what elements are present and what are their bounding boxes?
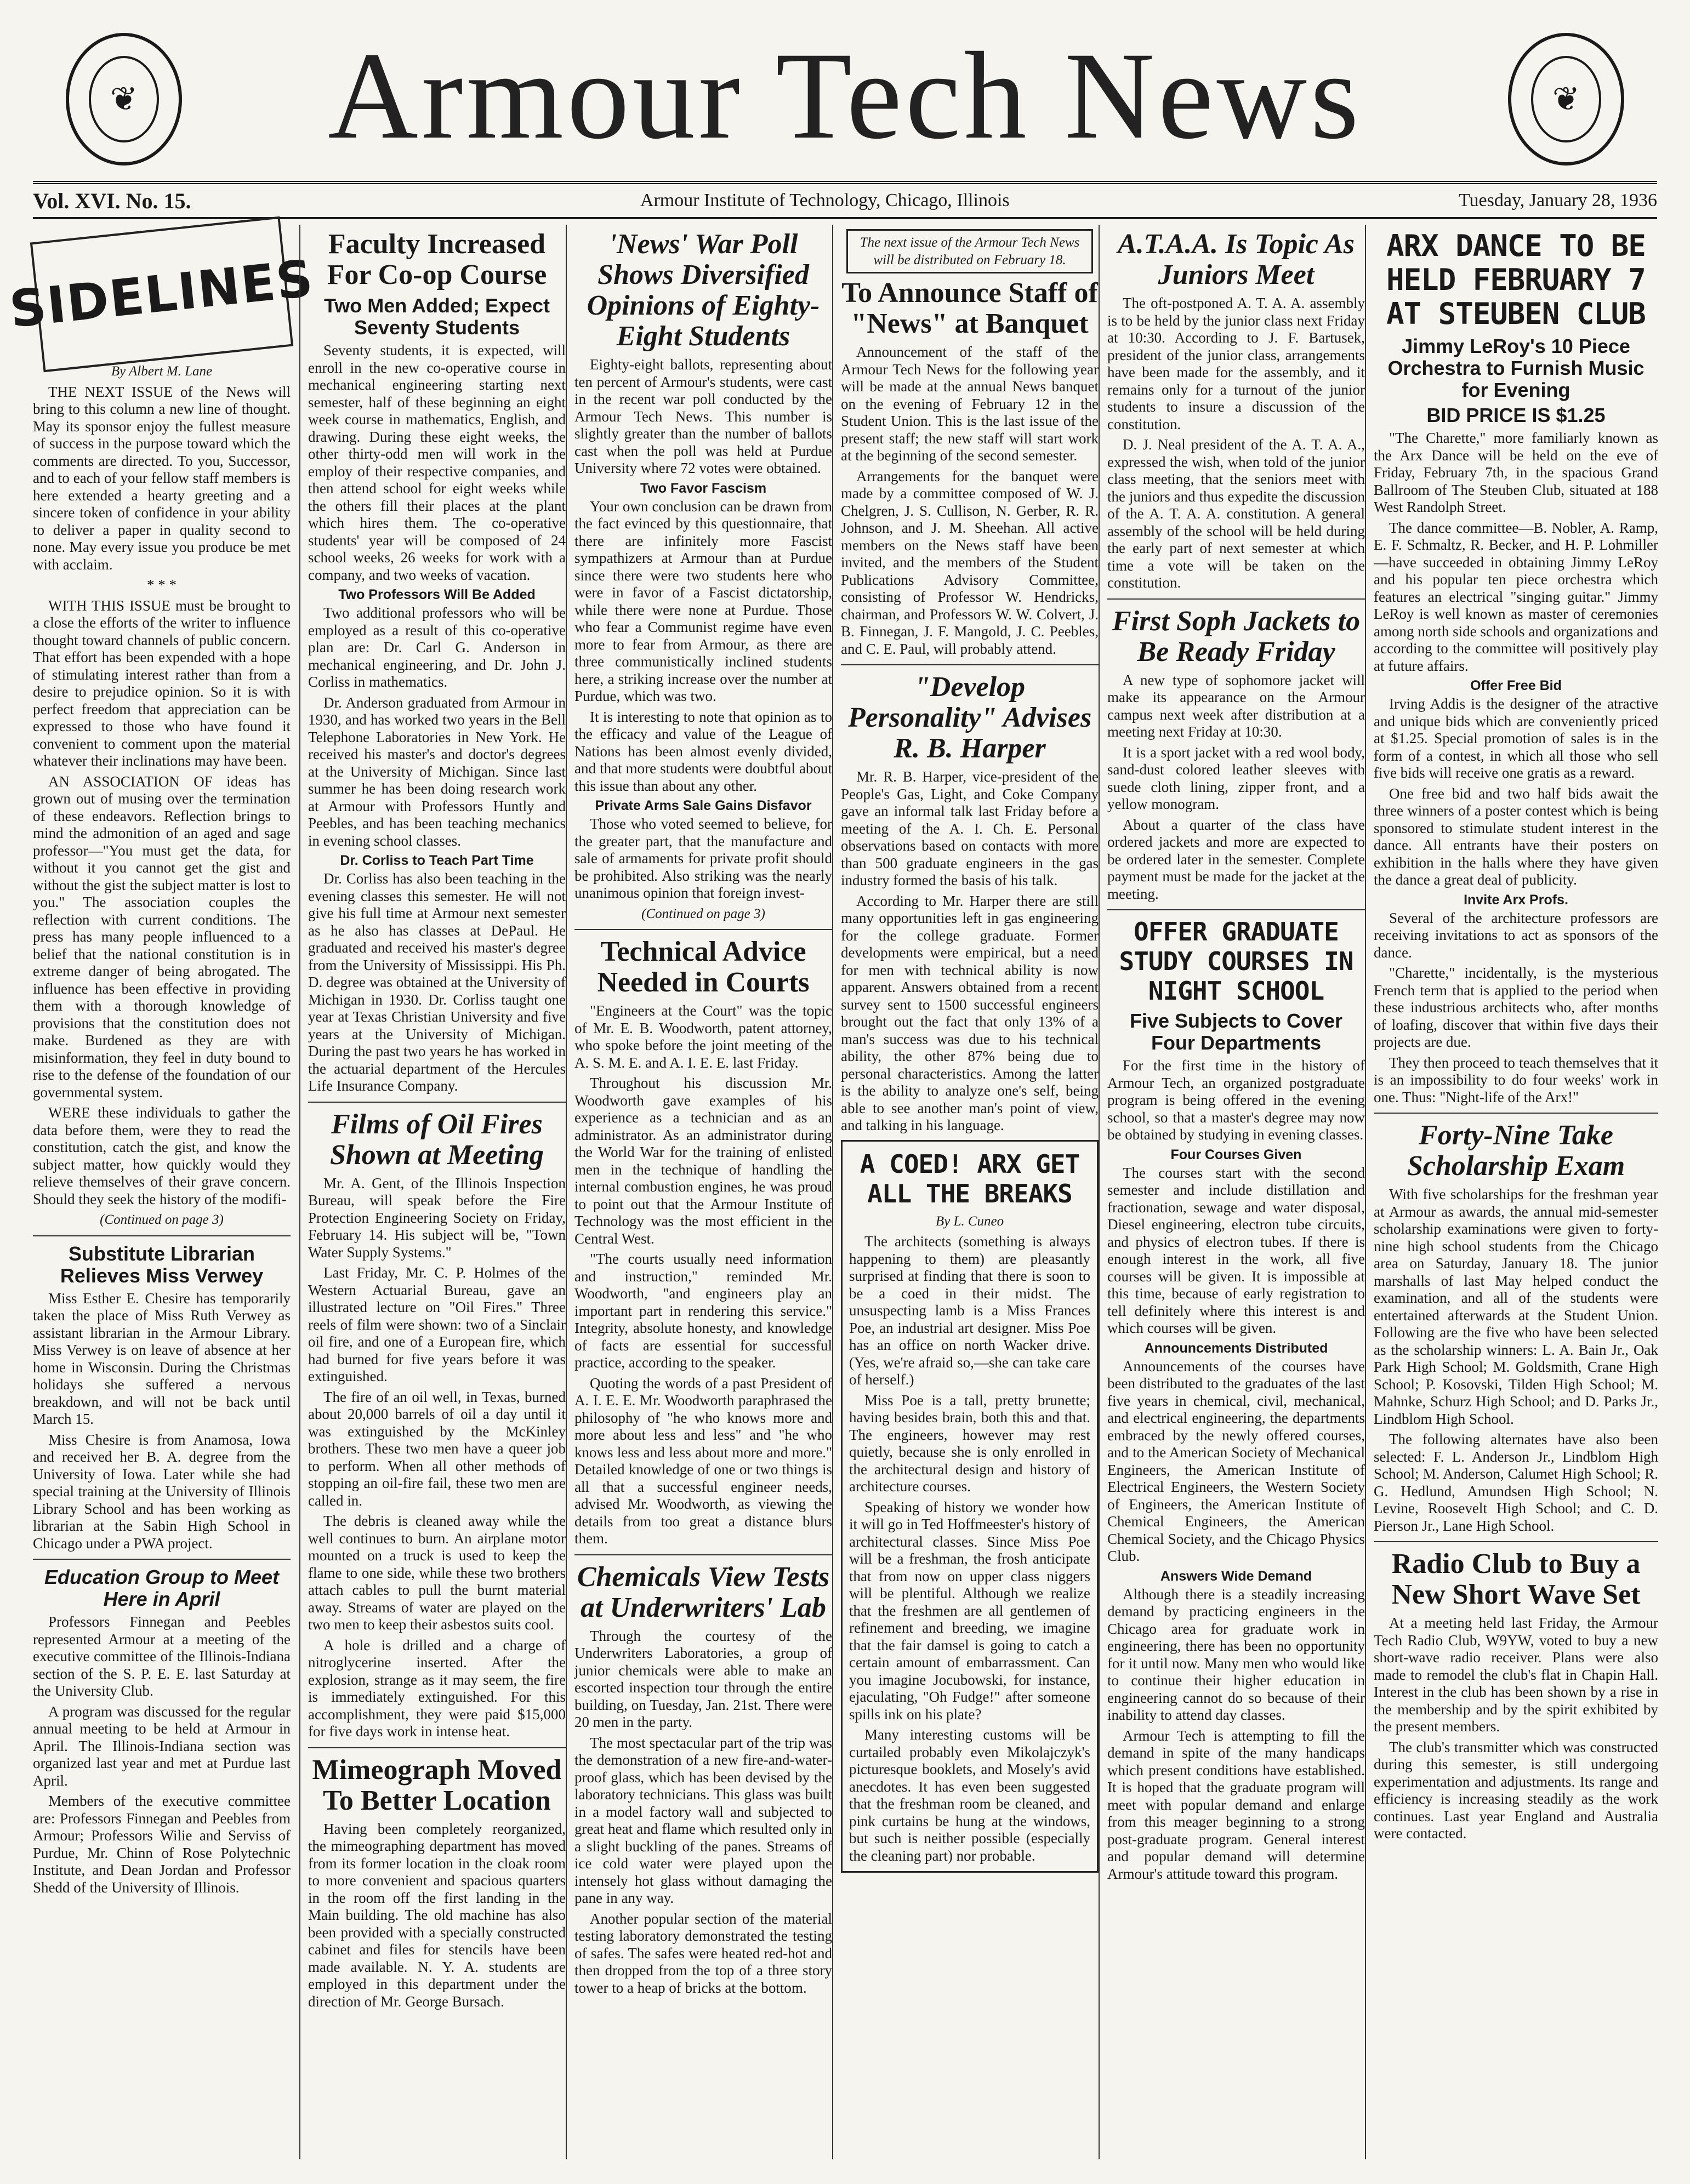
subhead: Invite Arx Profs. — [1464, 892, 1568, 908]
next-issue-notice: The next issue of the Armour Tech News will be distributed on February 18. — [846, 229, 1093, 273]
paragraph: The courses start with the second semester and include distillation and fractionation, sewage and water disposal, Diesel engineering, electron tube circuits, and physics of electron tubes. If there is enough interest in the work, all five courses will be given. It is impossible at this time, because of early registration to tell definitely where this interest is and which courses will be given. — [1107, 1164, 1365, 1336]
issue-date: Tuesday, January 28, 1936 — [1458, 190, 1657, 210]
headline: To Announce Staff of "News" at Banquet — [841, 277, 1098, 339]
publisher: Armour Institute of Technology, Chicago, Illinois — [640, 190, 1010, 210]
paragraph: Mr. A. Gent, of the Illinois Inspection Bureau, will speak before the Fire Protection Engineering Society on Friday, February 14. His subject will be, "Town Water Supply Systems." — [308, 1174, 566, 1261]
paragraph: Dr. Corliss has also been teaching in the evening classes this semester. He will not give his full time at Armour next semester as he also has classes at DePaul. He graduated and received his master's degree from the University of Mississippi. His Ph. D. degree was obtained at the University of Michigan in 1930. Dr. Corliss taught one year at Texas Christian University and five years at the University of Michigan. During the past two years he has worked in the actuarial department of the Hercules Life Insurance Company. — [308, 870, 566, 1094]
paragraph: THE NEXT ISSUE of the News will bring to this column a new line of thought. May its sponsor enjoy the fullest measure of success in the purpose toward which the comments are directed. To you, Successor, and to each of your fellow staff members is here extended a hearty greeting and a sincere token of confidence in your ability to deliver a paper in quality second to none. May every issue you produce be met with acclaim. — [33, 383, 291, 573]
paragraph: According to Mr. Harper there are still many opportunities left in gas engineering for the college graduate. Former developments were empirical, but a need for men with technical ability is now apparent. Answers obtained from a recent survey sent to 1500 successful engineers brought out the fact that only 13% of a man's success was due to his technical ability, the other 87% being due to personal characteristics. Among the latter is the ability to analyze one's self, being able to see another man's point of view, and talking in his language. — [841, 892, 1099, 1133]
divider — [308, 1747, 566, 1748]
seal-left: ❦ — [66, 33, 182, 166]
paragraph: Announcements of the courses have been distributed to the graduates of the last five years in chemical, civil, mechanical, and electrical engineering, the departments embraced by the newly offered courses, and to the American Society of Mechanical Engineers, the American Institute of Electrical Engineers, the Western Society of Engineers, the American Institute of Chemical Engineers, the American Chemical Society, and the Chicago Physics Club. — [1107, 1358, 1365, 1564]
paragraph: "Charette," incidentally, is the mysterious French term that is applied to the period when these industrious architects who, after months of loafing, discover that within five days their projects are due. — [1374, 965, 1658, 1050]
subhead: Private Arms Sale Gains Disfavor — [595, 798, 812, 813]
paragraph: Quoting the words of a past President of A. I. E. E. Mr. Woodworth paraphrased the philosophy of "he who knows more and more about less and less" and "he who knows less and less about more and more." Detailed knowledge of one or two things is all that a successful engineer needs, advised Mr. Woodworth, as viewing the details from too great a distance blurs them. — [574, 1375, 832, 1547]
column-2 — [299, 225, 573, 2159]
paragraph: Another popular section of the material testing laboratory demonstrated the testing of safes. The safes were heated red-hot and then dropped from the top of a three story tower to a heap of bricks at the bottom. — [574, 1910, 832, 1996]
paragraph: One free bid and two half bids await the three winners of a poster contest which is being sponsored to stimulate student interest in the dance. All entrants have their posters on exhibition in the halls where they have given the dance a great deal of publicity. — [1374, 785, 1658, 888]
divider — [33, 1235, 291, 1236]
paragraph: Those who voted seemed to believe, for the greater part, that the manufacture and sale of armaments for private profit should be prohibited. Also striking was the nearly unanimous opinion that foreign invest- — [574, 816, 832, 901]
column-5 — [1099, 225, 1373, 2159]
subhead: Two Professors Will Be Added — [338, 587, 536, 602]
columns — [7, 225, 1658, 2159]
subhead: Two Men Added; Expect Seventy Students — [323, 294, 550, 339]
paragraph: Announcement of the staff of the Armour Tech News for the following year will be made at the annual News banquet on the evening of February 12 in the Student Union. This is the last issue of the present staff; the new staff will start work at the beginning of the second semester. — [841, 344, 1099, 464]
divider — [308, 1102, 566, 1103]
paragraph: Through the courtesy of the Underwriters Laboratories, a group of junior chemicals were able to make an escorted inspection tour through the entire building, on Tuesday, Jan. 21st. There were 20 men in the party. — [574, 1627, 832, 1730]
subhead: Four Courses Given — [1170, 1147, 1302, 1162]
paragraph: Members of the executive committee are: Professors Finnegan and Peebles from Armour; Professors Wilie and Serviss of Purdue, Mr. Chinn of Rose Polytechnic Institute, and Dean Jordan and Professor Shedd of the University of Illinois. — [33, 1793, 291, 1896]
paragraph: * * * — [147, 577, 177, 593]
headline: A COED! ARX GET ALL THE BREAKS — [860, 1149, 1080, 1208]
headline: First Soph Jackets to Be Ready Friday — [1112, 605, 1361, 668]
paragraph: The club's transmitter which was constructed during this semester, is still undergoing experimentation and adjustments. Its range and efficiency is increasing steadily as the work continues. Last year England and Australia were contacted. — [1374, 1738, 1658, 1841]
paragraph: D. J. Neal president of the A. T. A. A., expressed the wish, when told of the junior class meeting, that the seniors meet with the juniors and thus expedite the discussion of the A. T. A. A. constitution. A general assembly of the school will be held during the early part of next semester at which time a vote will be taken on the constitution. — [1107, 436, 1365, 591]
paragraph: Miss Esther E. Chesire has temporarily taken the place of Miss Ruth Verwey as assistant librarian in the Armour Library. Miss Verwey is on leave of absence at her home in Wisconsin. During the Christmas holidays she suffered a nervous breakdown, and will not be back until March 15. — [33, 1290, 291, 1427]
paragraph: For the first time in the history of Armour Tech, an organized postgraduate program is being offered in the evening school, so that a master's degree may now be obtained by studying in evening classes. — [1107, 1057, 1365, 1143]
paragraph: Seventy students, it is expected, will enroll in the new co-operative course in mechanical engineering starting next semester, half of these beginning an eight week course in mathematics, English, and drawing. During these eight weeks, the other thirty-odd men will work in the employ of their respective companies, and then attend school for eight weeks while the others fill their places at the plant which hires them. The co-operative students' year will be composed of 24 school weeks, 26 weeks for work with a company, and two weeks of vacation. — [308, 342, 566, 583]
column-3 — [566, 225, 840, 2159]
subhead: Five Subjects to Cover Four Departments — [1129, 1010, 1343, 1054]
paragraph: "The courts usually need information and instruction," reminded Mr. Woodworth, "and engineers play an important part in rendering this service." Integrity, absolute honesty, and knowledge of facts are essential for successful practice, according to the speaker. — [574, 1251, 832, 1371]
divider — [574, 929, 832, 930]
divider — [1107, 598, 1365, 600]
bid-price: BID PRICE IS $1.25 — [1426, 404, 1606, 426]
byline: By Albert M. Lane — [111, 364, 213, 379]
paragraph: Having been completely reorganized, the mimeographing department has moved from its former location in the cloak room to more convenient and spacious quarters in the room off the first landing in the Main building. The old machine has also been provided with a specially constructed cabinet and files for stencils have been made available. N. Y. A. students are employed in this department under the direction of Mr. George Bursach. — [308, 1820, 566, 2010]
sidelines-body — [33, 384, 291, 1208]
paragraph: Last Friday, Mr. C. P. Holmes of the Western Actuarial Bureau, gave an illustrated lecture on "Oil Fires." Three reels of film were shown: two of a Sinclair oil fire, and one of a European fire, which had burned for five years before it was extinguished. — [308, 1264, 566, 1384]
paragraph: Eighty-eight ballots, representing about ten percent of Armour's students, were cast in the recent war poll conducted by the Armour Tech News. This number is slightly greater than the number of ballots cast when the poll was held at Purdue University where 72 votes were obtained. — [574, 356, 832, 476]
paragraph: WITH THIS ISSUE must be brought to a close the efforts of the writer to influence thought toward channels of public concern. That effort has been expended with a hope of stimulating interest rather than from a desire to prejudice opinion. So it is with perfect freedom that appreciation can be expressed to those who have found it convenient to comment upon the material whatever their inclinations may have been. — [33, 597, 291, 769]
column-1 — [7, 225, 317, 2159]
paragraph: Mr. R. B. Harper, vice-president of the People's Gas, Light, and Coke Company gave an informal talk last Friday before a meeting of the A. I. Ch. E. Personal observations based on contacts with more than 500 graduate engineers in the gas industry formed the basis of his talk. — [841, 768, 1099, 888]
paragraph: The most spectacular part of the trip was the demonstration of a new fire-and-water-proof glass, which has been devised by the laboratory technicians. This glass was built in a model factory wall and subjected to great heat and flame which resulted only in a slight buckling of the panes. Streams of ice cold water were played upon the intensely hot glass without damaging the pane in any way. — [574, 1734, 832, 1906]
subhead: Two Favor Fascism — [640, 480, 767, 496]
paragraph: Your own conclusion can be drawn from the fact evinced by this questionnaire, that there are infinitely more Fascist sympathizers at Armour than at Purdue since there were two students here who were in favor of a Fascist dictatorship, while there were none at Purdue. Those who fear a Communist regime have even more to fear from Armour, as there are three communistically inclined students here, a striking increase over the number at Purdue, which was two. — [574, 498, 832, 704]
paragraph: A program was discussed for the regular annual meeting to be held at Armour in April. The Illinois-Indiana section was organized last year and met at Purdue last April. — [33, 1703, 291, 1789]
headline: A.T.A.A. Is Topic As Juniors Meet — [1117, 229, 1355, 290]
continued-note: (Continued on page 3) — [641, 906, 765, 921]
continued-note: (Continued on page 3) — [100, 1212, 224, 1227]
subhead: Jimmy LeRoy's 10 Piece Orchestra to Furnish Music for Evening — [1387, 335, 1645, 401]
headline: Mimeograph Moved To Better Location — [312, 1754, 562, 1816]
paragraph: Two additional professors who will be employed as a result of this co-operative plan are: Dr. Carl G. Anderson in mechanical engineering, and Dr. John J. Corliss in mathematics. — [308, 605, 566, 690]
paragraph: Arrangements for the banquet were made by a committee composed of W. J. Chelgren, J. S. Cullison, N. Gerber, R. R. Johnson, and J. M. Sheehan. All active members on the News staff have been invited, and the members of the Student Publications Advisory Committee, consisting of Professor W. Hendricks, chairman, and Professors W. W. Colvert, J. B. Finnegan, J. F. Mangold, J. C. Peebles, and C. E. Paul, will probably attend. — [841, 467, 1099, 657]
paragraph: The following alternates have also been selected: F. L. Anderson Jr., Lindblom High School; M. Anderson, Calumet High School; R. G. Hedlund, Amundsen High School; N. Levine, Roosevelt High School; and C. D. Pierson Jr., Lane High School. — [1374, 1431, 1658, 1534]
headline: Education Group to Meet Here in April — [44, 1566, 279, 1610]
subhead: Offer Free Bid — [1470, 678, 1562, 693]
divider — [33, 1559, 291, 1560]
headline: Faculty Increased For Co-op Course — [327, 229, 547, 290]
paragraph: "Engineers at the Court" was the topic of Mr. E. B. Woodworth, patent attorney, who spoke before the joint meeting of the A. S. M. E. and A. I. E. E. last Friday. — [574, 1002, 832, 1071]
headline: Films of Oil Fires Shown at Meeting — [329, 1108, 544, 1171]
paragraph: It is a sport jacket with a red wool body, sand-dust colored leather sleeves with suede cloth lining, zipper front, and a yellow monogram. — [1107, 744, 1365, 812]
headline: Radio Club to Buy a New Short Wave Set — [1391, 1548, 1641, 1610]
subhead: Answers Wide Demand — [1160, 1568, 1312, 1584]
headline: Substitute Librarian Relieves Miss Verwey — [60, 1242, 264, 1287]
headline: Chemicals View Tests at Underwriters' Lab — [577, 1561, 830, 1623]
divider — [1107, 909, 1365, 910]
paragraph: WERE these individuals to gather the data before them, were they to read the constitution, catch the gist, and know the subject matter, how quickly would they relieve themselves of their grave concern. Should they seek the history of the modifi- — [33, 1104, 291, 1207]
byline: By L. Cuneo — [935, 1213, 1004, 1229]
paragraph: The debris is cleaned away while the well continues to burn. An airplane motor mounted on a truck is used to keep the flame to one side, while these two brothers attach cables to pull the burnt material away. Streams of water are played on the two men to keep their asbestos suits cool. — [308, 1513, 566, 1633]
paragraph: Professors Finnegan and Peebles represented Armour at a meeting of the executive committee of the Illinois-Indiana section of the S. P. E. E. last Saturday at the University Club. — [33, 1613, 291, 1699]
sidelines-logo: SIDELINES — [30, 216, 293, 373]
paragraph: Dr. Anderson graduated from Armour in 1930, and has worked two years in the Bell Telephone Laboratories in New York. He received his master's and doctor's degrees at the University of Michigan. Since last summer he has been doing research work at Armour with Professors Huntly and Peebles, and has been teaching mechanics in evening school classes. — [308, 694, 566, 849]
headline: ARX DANCE TO BE HELD FEBRUARY 7 AT STEUBEN CLUB — [1386, 229, 1646, 331]
nameplate: Armour Tech News — [328, 27, 1362, 165]
seal-right: ❦ — [1508, 33, 1624, 166]
headline: OFFER GRADUATE STUDY COURSES IN NIGHT SCHOOL — [1119, 917, 1353, 1006]
paragraph: At a meeting held last Friday, the Armour Tech Radio Club, W9YW, voted to buy a new short-wave radio receiver. Plans were also made to remodel the club's flat in Chapin Hall. Interest in the club has been shown by a rise in the membership and by the spirit exhibited by the present members. — [1374, 1615, 1658, 1735]
newspaper-page — [7, 22, 1658, 2162]
paragraph: A hole is drilled and a charge of nitroglycerine inserted. After the explosion, strange as it may seem, the fire is immediately extinguished. For this accomplishment, they were paid $15,000 for five days work in intense heat. — [308, 1636, 566, 1740]
subhead: Dr. Corliss to Teach Part Time — [340, 853, 534, 868]
column-6 — [1365, 225, 1658, 2159]
headline: "Develop Personality" Advises R. B. Harper — [847, 671, 1092, 764]
paragraph: Many interesting customs will be curtailed probably even Mikolajczyk's picturesque booklets, and Mosely's avid anecdotes. It has even been suggested that the freshman room be cleaned, and pink curtains be hung at the windows, but such is neither possible (especially the cleaning part) nor probable. — [849, 1726, 1090, 1864]
column-4 — [832, 225, 1106, 2159]
dateline — [33, 181, 1657, 219]
coed-story-box — [841, 1140, 1099, 1873]
paragraph: It is interesting to note that opinion as to the efficacy and value of the League of Nations has been almost evenly divided, and that more students were doubtful about this issue than about any other. — [574, 708, 832, 794]
paragraph: Irving Addis is the designer of the atractive and unique bids which are conveniently priced at $1.25. Special promotion of sales is in the form of a contest, in which all those who sell five bids will receive one gratis as a reward. — [1374, 695, 1658, 781]
paragraph: Miss Poe is a tall, pretty brunette; having besides brain, both this and that. The engineers, however may rest quietly, because she is only enrolled in the architectural design and history of architecture courses. — [849, 1392, 1090, 1495]
paragraph: "The Charette," more familiarly known as the Arx Dance will be held on the eve of Friday, February 7th, in the spacious Grand Ballroom of The Steuben Club, situated at 188 West Randolph Street. — [1374, 430, 1658, 515]
divider — [841, 664, 1099, 665]
divider — [1374, 1113, 1658, 1114]
paragraph: Armour Tech is attempting to fill the demand in spite of the many handicaps which present conditions have established. It is hoped that the graduate program will meet with popular demand and enlarge from this meager beginning to a strong post-graduate program. General interest and popular demand will determine Armour's attitude toward this program. — [1107, 1727, 1365, 1882]
divider — [574, 1554, 832, 1555]
paragraph: Although there is a steadily increasing demand by practicing engineers in the Chicago area for graduate work in engineering, there has been no opportunity for it until now. Many men who would like to continue their higher education in engineering cannot do so because of their inability to attend day classes. — [1107, 1586, 1365, 1723]
paragraph: AN ASSOCIATION OF ideas has grown out of musing over the termination of these endeavors. Reflection brings to mind the admonition of an aged and sage professor—"You must get the data, for without it you cannot get the gist and without the gist the subject matter is lost to you." The association couples the reflection with current conditions. The press has many people influenced to a belief that the national constitution is in extreme danger of being abrogated. The influence has been effective in providing them with a thorough knowledge of provisions that the constitution does not make. Burdened as they are with misinformation, they feel in duty bound to rise to the defense of the foundation of our governmental system. — [33, 773, 291, 1100]
paragraph: A new type of sophomore jacket will make its appearance on the Armour campus next week after distribution at a meeting next Friday at 10:30. — [1107, 671, 1365, 740]
paragraph: They then proceed to teach themselves that it is an impossibility to do four weeks' work in one. Thus: "Night-life of the Arx!" — [1374, 1054, 1658, 1105]
headline: Technical Advice Needed in Courts — [597, 936, 810, 998]
subhead: Announcements Distributed — [1144, 1340, 1328, 1356]
paragraph: Miss Chesire is from Anamosa, Iowa and received her B. A. degree from the University of Iowa. Later while she had special training at the University of Illinois Library School and has been working as librarian at the Sabin High School in Chicago under a PWA project. — [33, 1431, 291, 1552]
paragraph: The oft-postponed A. T. A. A. assembly is to be held by the junior class next Friday at 10:30. According to J. F. Bartusek, president of the junior class, arrangements have been made for the assembly, and it remains only for a turnout of the junior students to insure a discussion of the constitution. — [1107, 295, 1365, 432]
divider — [1374, 1541, 1658, 1542]
paragraph: Throughout his discussion Mr. Woodworth gave examples of his experience as a technician and as an administrator. As an administrator during the World War for the training of enlisted men in the technique of handling the internal combustion engines, he was proud to point out that the Armour Institute of Technology was the most efficient in the Central West. — [574, 1075, 832, 1247]
paragraph: The architects (something is always happening to them) are pleasantly surprised at finding that there is soon to be a coed in their midst. The unsuspecting lamb is a Miss Frances Poe, an industrial art designer. Miss Poe has an office on north Wacker drive. (Yes, we're afraid so,—she can take care of herself.) — [849, 1233, 1090, 1388]
paragraph: The fire of an oil well, in Texas, burned about 20,000 barrels of oil a day until it was extinguished by the McKinley brothers. These two men have a queer job to perform. When all other methods of stopping an oil-fire fail, these two men are called in. — [308, 1388, 566, 1509]
paragraph: Speaking of history we wonder how it will go in Ted Hoffmeester's history of architectural classes. Since Miss Poe will be a freshman, the frosh anticipate that from now on upper class niggers will be plentiful. Although we realize that the freshmen are all gentlemen of refinement and breeding, we imagine that the fair damsel is going to catch a certain amount of embarrassment. Can you imagine Jocubowski, for instance, ejaculating, "Oh Fudge!" after someone spills ink on his plate? — [849, 1498, 1090, 1723]
headline: Forty-Nine Take Scholarship Exam — [1407, 1120, 1625, 1182]
volume: Vol. XVI. No. 15. — [33, 188, 191, 213]
paragraph: About a quarter of the class have ordered jackets and more are expected to be ordered later in the semester. Complete payment must be made for the jacket at the meeting. — [1107, 816, 1365, 902]
paragraph: With five scholarships for the freshman year at Armour as awards, the annual mid-semester scholarship examinations were given to forty-nine high school students from the Chicago area on Saturday, January 18. The junior marshalls of last May helped conduct the examination, and all of the students were entertained afterwards at the Student Union. Following are the five who have been selected as the scholarship winners: L. A. Bain Jr., Oak Park High School; M. Goldsmith, Crane High School; P. Kosovski, Tilden High School; M. Mahnke, Schurz High School; and D. Parks Jr., Lindblom High School. — [1374, 1186, 1658, 1427]
paragraph: The dance committee—B. Nobler, A. Ramp, E. F. Schmaltz, R. Becker, and H. P. Lohmiller—have succeeded in obtaining Jimmy LeRoy and his popular ten piece orchestra which features an electrical "singing guitar." Jimmy LeRoy is well known as master of ceremonies among north side schools and organizations and according to the committee will positively play at future affairs. — [1374, 519, 1658, 674]
masthead — [33, 22, 1657, 170]
headline: 'News' War Poll Shows Diversified Opinions of Eighty-Eight Students — [587, 229, 820, 352]
paragraph: Several of the architecture professors are receiving invitations to act as sponsors of the dance. — [1374, 909, 1658, 961]
